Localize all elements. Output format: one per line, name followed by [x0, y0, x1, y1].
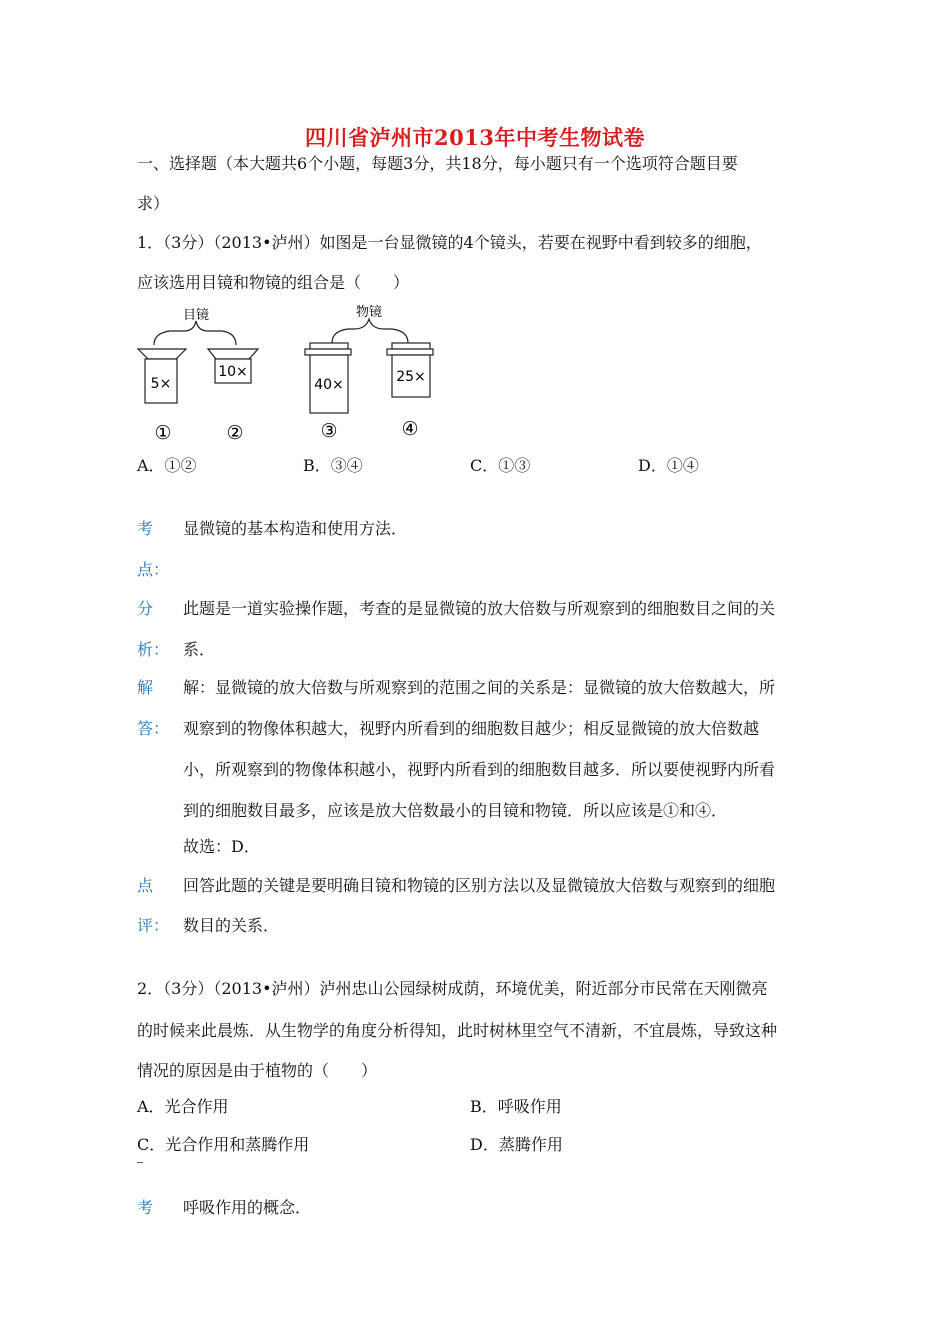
q1-dianping-text-1: 回答此题的关键是要明确目镜和物镜的区别方法以及显微镜放大倍数与观察到的细胞: [183, 876, 776, 895]
q1-dianping-label-1: 点: [137, 876, 154, 895]
microscope-lens-figure: [130, 295, 440, 445]
lens-1-cap: [138, 349, 186, 359]
q1-dianping-text-2: 数目的关系．: [183, 916, 280, 935]
lens-4-collar: [387, 349, 433, 355]
objective-brace: [332, 319, 408, 343]
q1-fenxi-label-1: 分: [137, 599, 154, 618]
q1-option-a[interactable]: A．①②: [137, 456, 197, 475]
q2-kaodian-text: 呼吸作用的概念．: [183, 1198, 312, 1217]
q2-option-a[interactable]: A．光合作用: [137, 1097, 229, 1116]
q1-jieda-label-2: 答：: [137, 719, 170, 738]
lens-4-top: [392, 343, 430, 349]
q1-stem-line-2: 应该选用目镜和物镜的组合是（ ）: [137, 273, 410, 292]
lens-4-number: ④: [401, 418, 419, 440]
q1-kaodian-label-1: 考: [137, 519, 154, 538]
lens-3-collar: [305, 349, 351, 355]
q1-jieda-text-4: 到的细胞数目最多，应该是放大倍数最小的目镜和物镜．所以应该是①和④．: [183, 801, 728, 820]
lens-2-cap: [208, 349, 258, 359]
q2-kaodian-label-1: 考: [137, 1198, 154, 1217]
section-heading-line-2: 求）: [137, 194, 170, 213]
objective-label: 物镜: [355, 305, 383, 320]
q1-option-b[interactable]: B．③④: [303, 456, 363, 475]
lens-2-number: ②: [226, 422, 244, 444]
q1-jieda-text-3: 小，所观察到的物像体积越小，视野内所看到的细胞数目越多．所以要使视野内所看: [183, 760, 776, 779]
eyepiece-brace: [154, 321, 236, 345]
q2-stem-line-2: 的时候来此晨炼．从生物学的角度分析得知，此时树林里空气不清新，不宜晨炼，导致这种: [137, 1021, 778, 1040]
lens-3-top: [310, 343, 348, 349]
q1-jieda-text-2: 观察到的物像体积越大，视野内所看到的细胞数目越少；相反显微镜的放大倍数越: [183, 719, 760, 738]
eyepiece-label: 目镜: [182, 308, 210, 323]
q1-jieda-text-1: 解：显微镜的放大倍数与所观察到的范围之间的关系是：显微镜的放大倍数越大，所: [183, 678, 776, 697]
q1-fenxi-text-1: 此题是一道实验操作题，考查的是显微镜的放大倍数与所观察到的细胞数目之间的关: [183, 599, 776, 618]
q1-dianping-label-2: 评：: [137, 916, 170, 935]
q1-option-d[interactable]: D．①④: [638, 456, 699, 475]
q1-kaodian-label-2: 点：: [137, 560, 170, 579]
lens-1-number: ①: [154, 422, 172, 444]
separator-mark: [137, 1162, 143, 1163]
q1-stem-line-1: 1．（3分）（2013•泸州）如图是一台显微镜的4个镜头，若要在视野中看到较多的细胞，: [137, 233, 762, 252]
q2-option-c[interactable]: C．光合作用和蒸腾作用: [137, 1135, 310, 1154]
q2-option-b[interactable]: B．呼吸作用: [470, 1097, 562, 1116]
q1-fenxi-label-2: 析：: [137, 640, 170, 659]
q1-fenxi-text-2: 系．: [183, 640, 216, 659]
lens-3-mag: 40×: [314, 377, 344, 393]
lens-1-mag: 5×: [150, 376, 172, 392]
q1-jieda-text-5: 故选：D．: [183, 837, 260, 856]
section-heading-line-1: 一、选择题（本大题共6个小题，每题3分，共18分，每小题只有一个选项符合题目要: [137, 154, 738, 173]
q1-kaodian-text: 显微镜的基本构造和使用方法．: [183, 519, 408, 538]
lens-4-mag: 25×: [396, 369, 426, 385]
lens-3-number: ③: [320, 420, 338, 442]
q1-option-c[interactable]: C．①③: [470, 456, 531, 475]
lens-2-mag: 10×: [218, 364, 248, 380]
q2-stem-line-3: 情况的原因是由于植物的（ ）: [137, 1061, 378, 1080]
q2-option-d[interactable]: D．蒸腾作用: [470, 1135, 563, 1154]
q2-stem-line-1: 2．（3分）（2013•泸州）泸州忠山公园绿树成荫，环境优美，附近部分市民常在天刚微亮: [137, 979, 768, 998]
page-title: 四川省泸州市2013年中考生物试卷: [305, 125, 645, 150]
q1-jieda-label-1: 解: [137, 678, 154, 697]
